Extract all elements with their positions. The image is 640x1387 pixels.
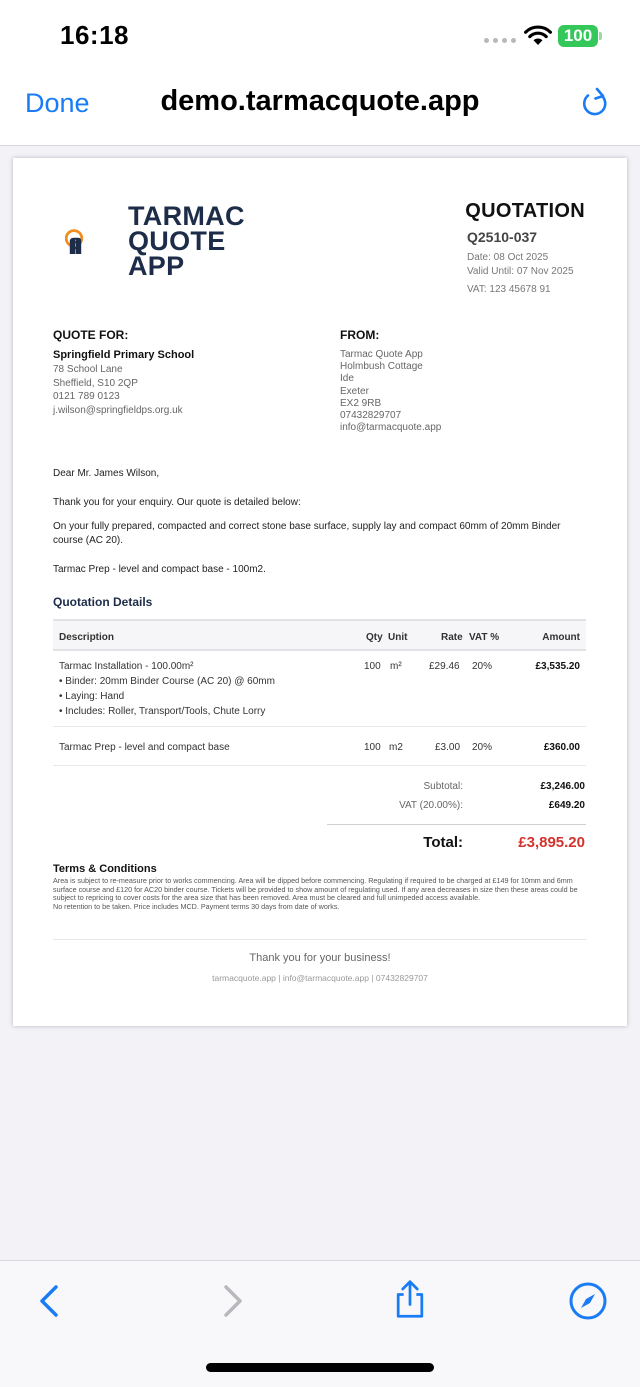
thanks-text: Thank you for your business! bbox=[249, 952, 391, 964]
battery-icon: 100 bbox=[558, 25, 598, 47]
quote-number: Q2510-037 bbox=[467, 229, 538, 245]
th-description: Description bbox=[59, 632, 115, 643]
row-vat: 20% bbox=[472, 661, 493, 672]
row-rate: £29.46 bbox=[429, 661, 460, 672]
reload-icon[interactable] bbox=[580, 87, 610, 119]
from-line: EX2 9RB bbox=[340, 397, 382, 409]
from-line: Exeter bbox=[340, 385, 369, 397]
th-rate: Rate bbox=[441, 632, 463, 643]
table-header bbox=[53, 619, 586, 651]
th-qty: Qty bbox=[366, 632, 383, 643]
logo-wordmark bbox=[128, 201, 245, 281]
back-icon[interactable] bbox=[30, 1281, 70, 1321]
client-name: Springfield Primary School bbox=[53, 349, 195, 361]
row-title: Tarmac Installation - 100.00m² bbox=[59, 661, 194, 672]
footer-divider bbox=[53, 939, 586, 940]
from-email: info@tarmacquote.app bbox=[340, 422, 442, 434]
row2-description: Tarmac Prep - level and compact base bbox=[59, 742, 230, 753]
client-address-line: Sheffield, S10 2QP bbox=[53, 377, 138, 389]
share-icon[interactable] bbox=[390, 1279, 430, 1319]
quote-valid-until: Valid Until: 07 Nov 2025 bbox=[467, 266, 574, 277]
client-address-line: 78 School Lane bbox=[53, 364, 123, 375]
logo-line-3: APP bbox=[128, 251, 185, 281]
terms-paragraph: No retention to be taken. Price includes MCD. Payment terms 30 days from date of works. bbox=[53, 901, 340, 911]
row-amount: £3,535.20 bbox=[535, 661, 580, 672]
total-value: £3,895.20 bbox=[518, 834, 585, 851]
forward-icon[interactable] bbox=[212, 1281, 252, 1321]
footer-contact: tarmacquote.app | info@tarmacquote.app | 07432829707 bbox=[212, 973, 428, 983]
row-qty: 100 bbox=[364, 661, 381, 672]
wifi-icon bbox=[523, 24, 553, 46]
signal-dots-icon bbox=[484, 38, 516, 43]
th-unit: Unit bbox=[388, 632, 408, 643]
home-indicator bbox=[206, 1363, 434, 1372]
row-detail: • Binder: 20mm Binder Course (AC 20) @ 60mm bbox=[59, 676, 275, 687]
logo-line-2: QUOTE bbox=[128, 226, 226, 256]
total-label: Total: bbox=[423, 834, 463, 851]
from-line: Holmbush Cottage bbox=[340, 361, 423, 373]
terms-text bbox=[53, 877, 588, 911]
done-button[interactable]: Done bbox=[25, 88, 90, 118]
row2-qty: 100 bbox=[364, 742, 381, 753]
url-title: demo.tarmacquote.app bbox=[160, 85, 480, 117]
quote-for-heading: QUOTE FOR: bbox=[53, 328, 129, 342]
row2-unit: m2 bbox=[389, 742, 403, 753]
quote-vat: VAT: 123 45678 91 bbox=[467, 284, 551, 295]
row2-vat: 20% bbox=[472, 742, 493, 753]
row-divider bbox=[53, 765, 586, 766]
row-detail: • Includes: Roller, Transport/Tools, Chute Lorry bbox=[59, 706, 266, 717]
browser-navbar bbox=[0, 70, 640, 146]
status-time: 16:18 bbox=[60, 20, 129, 50]
total-divider bbox=[327, 824, 586, 825]
terms-paragraph: Area is subject to re-measure prior to works commencing. Area will be dipped before commencing. Regulating if required to be charged at £149 for 10mm and 6mm surface course and £120 for AC20 binder course. Tickets will be provided to show amount of regulating used. If any area decreases in size then these areas could be subject to repricing to cover costs for the area size that has been removed. Area must be cleared and full unimpeded access available. bbox=[53, 876, 578, 903]
scope-paragraph: On your fully prepared, compacted and correct stone base surface, supply lay and compact 60mm of 20mm Binder course (AC 20). bbox=[53, 521, 561, 546]
from-address bbox=[340, 349, 441, 434]
logo-line-1: TARMAC bbox=[128, 201, 245, 231]
client-address bbox=[53, 363, 183, 417]
from-phone: 07432829707 bbox=[340, 410, 402, 422]
subtotal-value: £3,246.00 bbox=[540, 781, 585, 792]
terms-heading: Terms & Conditions bbox=[53, 863, 157, 875]
th-amount: Amount bbox=[542, 632, 580, 643]
from-heading: FROM: bbox=[340, 328, 380, 342]
compass-icon[interactable] bbox=[568, 1281, 608, 1321]
from-line: Ide bbox=[340, 373, 354, 385]
vat-label: VAT (20.00%): bbox=[399, 800, 463, 811]
intro-text: Thank you for your enquiry. Our quote is detailed below: bbox=[53, 497, 301, 508]
prep-note: Tarmac Prep - level and compact base - 100m2. bbox=[53, 564, 266, 575]
quotation-document bbox=[13, 158, 627, 1026]
quotation-details-heading: Quotation Details bbox=[53, 595, 153, 609]
row-unit: m² bbox=[390, 661, 402, 672]
vat-value: £649.20 bbox=[548, 800, 585, 811]
greeting: Dear Mr. James Wilson, bbox=[53, 468, 160, 479]
row-detail: • Laying: Hand bbox=[59, 691, 125, 702]
subtotal-label: Subtotal: bbox=[423, 781, 463, 792]
client-email: j.wilson@springfieldps.org.uk bbox=[53, 404, 183, 416]
status-bar bbox=[0, 0, 640, 70]
client-phone: 0121 789 0123 bbox=[53, 391, 120, 402]
th-vat: VAT % bbox=[469, 632, 500, 643]
browser-toolbar bbox=[0, 1260, 640, 1387]
from-line: Tarmac Quote App bbox=[340, 349, 423, 360]
row2-rate: £3.00 bbox=[435, 742, 461, 753]
quotation-title: QUOTATION bbox=[465, 200, 585, 222]
quote-date: Date: 08 Oct 2025 bbox=[467, 252, 549, 263]
row2-amount: £360.00 bbox=[543, 742, 580, 753]
row-description bbox=[59, 659, 275, 719]
tarmac-logo-icon bbox=[65, 200, 125, 284]
row-divider bbox=[53, 726, 586, 727]
